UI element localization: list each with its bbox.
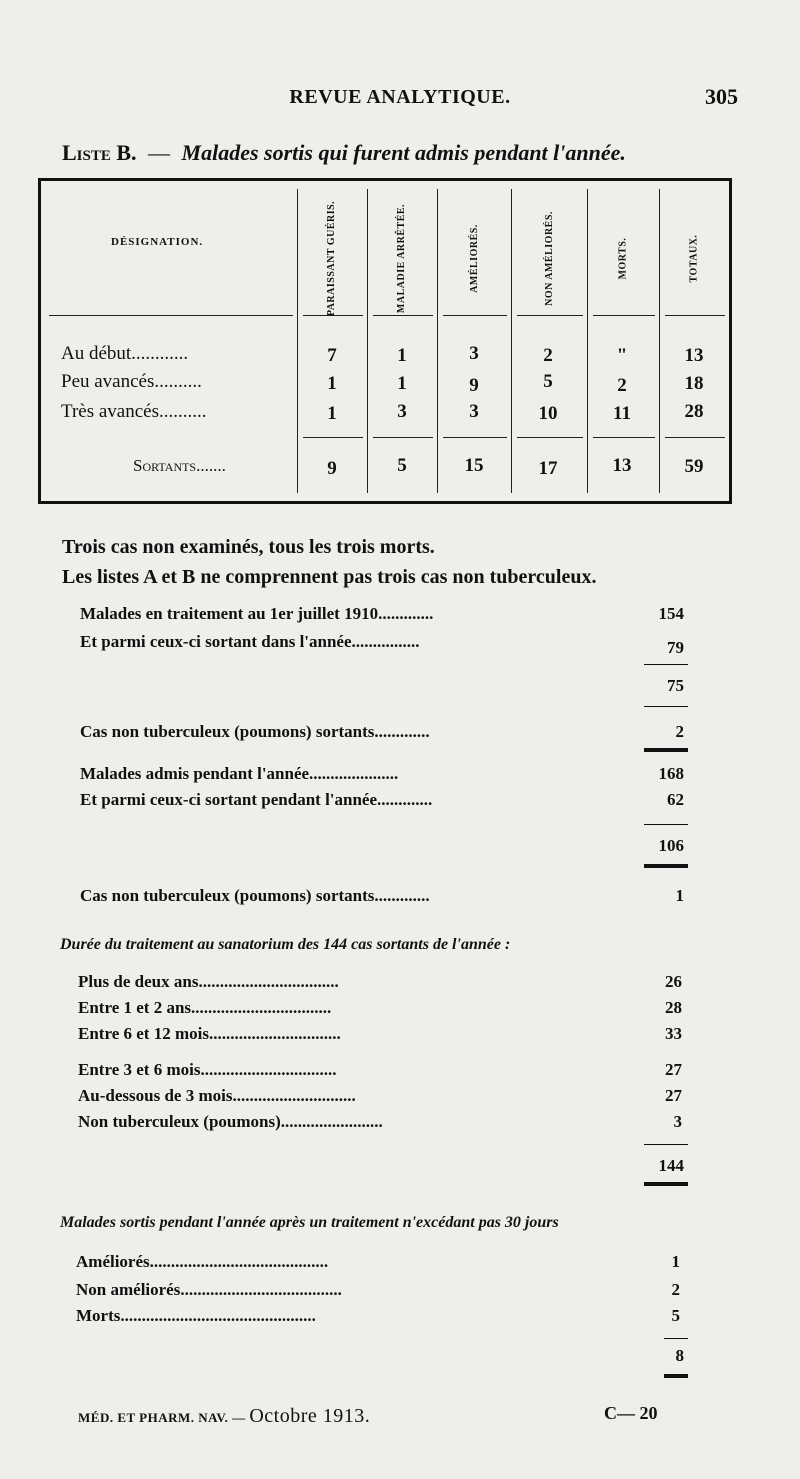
tally-value: 1 (675, 886, 684, 905)
duration-heading: Durée du traitement au sanatorium des 144 cas sortants de l'année : (60, 936, 511, 953)
column-divider (587, 189, 588, 493)
column-divider (437, 189, 438, 493)
column-header: PARAISSANT GUÉRIS. (326, 200, 338, 316)
list-label: Liste B. (62, 140, 137, 165)
duration-value: 3 (673, 1112, 682, 1131)
table-cell: 13 (684, 345, 704, 366)
short-treatment-value: 1 (671, 1252, 680, 1271)
list-caption: Malades sortis qui furent admis pendant l'année. (181, 140, 626, 165)
total-rule (373, 437, 433, 438)
column-header: AMÉLIORÉS. (468, 223, 480, 293)
sum-rule (644, 664, 688, 665)
tally-value: 75 (667, 676, 684, 695)
duration-value: 26 (665, 972, 682, 991)
duration-value: 28 (665, 998, 682, 1017)
header-rule (443, 315, 507, 316)
tally-value: 106 (658, 836, 684, 855)
total-rule (593, 437, 655, 438)
duration-line: Entre 1 et 2 ans................................. 28 (78, 998, 682, 1017)
table-cell: 18 (684, 373, 704, 394)
tally-value: 2 (675, 722, 684, 741)
tally-line: Cas non tuberculeux (poumons) sortants............. 2 (80, 722, 684, 741)
footer-signature: C— 20 (604, 1403, 658, 1423)
footer-date: Octobre 1913. (249, 1405, 371, 1427)
note-line: Les listes A et B ne comprennent pas trois cas non tuberculeux. (62, 566, 597, 588)
tally-line: Et parmi ceux-ci sortant pendant l'année............. 62 (80, 790, 684, 809)
duration-value: 27 (665, 1086, 682, 1105)
short-treatment-total: 8 (675, 1346, 684, 1365)
column-divider (659, 189, 660, 493)
tally-value: 62 (667, 790, 684, 809)
duration-line: Entre 6 et 12 mois............................... 33 (78, 1024, 682, 1043)
total-rule (517, 437, 583, 438)
table-cell: 3 (469, 343, 479, 364)
sum-rule (644, 706, 688, 707)
duration-line: Entre 3 et 6 mois................................ 27 (78, 1060, 682, 1079)
table-cell: 28 (684, 401, 704, 422)
totals-cell: 13 (612, 455, 632, 476)
totals-cell: 5 (397, 455, 407, 476)
table-cell: 10 (538, 403, 558, 424)
table-cell: 3 (397, 401, 407, 422)
tally-line (80, 676, 684, 696)
totals-cell: 15 (464, 455, 484, 476)
total-rule (665, 437, 725, 438)
column-divider (367, 189, 368, 493)
short-treatment-line: Non améliorés...................................... 2 (76, 1280, 680, 1299)
short-treatment-line: Améliorés.......................................... 1 (76, 1252, 680, 1271)
running-header: REVUE ANALYTIQUE. (289, 86, 511, 108)
short-treatment-heading: Malades sortis pendant l'année après un traitement n'excédant pas 30 jours (60, 1214, 559, 1231)
column-header: MALADIE ARRÊTÉE. (396, 203, 408, 313)
tally-line: Cas non tuberculeux (poumons) sortants............. 1 (80, 886, 684, 905)
sum-rule (644, 1182, 688, 1186)
header-rule (593, 315, 655, 316)
header-rule (665, 315, 725, 316)
tally-line: Malades admis pendant l'année..................... 168 (80, 764, 684, 783)
note-line: Trois cas non examinés, tous les trois morts. (62, 536, 435, 558)
duration-line: Au-dessous de 3 mois............................. 27 (78, 1086, 682, 1105)
table-cell: 1 (397, 345, 407, 366)
short-treatment-value: 2 (671, 1280, 680, 1299)
tally-line (80, 836, 684, 856)
duration-value: 33 (665, 1024, 682, 1043)
list-title-dash: — (148, 140, 171, 165)
table-cell: 1 (327, 403, 337, 424)
column-divider (297, 189, 298, 493)
totals-cell: 9 (327, 458, 337, 479)
sum-rule (644, 864, 688, 868)
sum-rule (644, 824, 688, 825)
totals-label: Sortants....... (133, 456, 226, 475)
total-rule (303, 437, 363, 438)
header-rule (517, 315, 583, 316)
table-cell: " (616, 345, 628, 366)
statistics-table (38, 178, 732, 504)
header-rule (373, 315, 433, 316)
tally-value: 154 (658, 604, 684, 623)
short-treatment-value: 5 (671, 1306, 680, 1325)
sum-rule (644, 1144, 688, 1145)
duration-line: Plus de deux ans................................. 26 (78, 972, 682, 991)
tally-value: 168 (658, 764, 684, 783)
table-cell: 5 (543, 371, 553, 392)
column-header: TOTAUX. (688, 234, 700, 282)
table-cell: 1 (397, 373, 407, 394)
tally-line: Et parmi ceux-ci sortant dans l'année................ 79 (80, 632, 684, 657)
column-header: NON AMÉLIORÉS. (543, 210, 555, 306)
row-label: Au début............ (61, 343, 189, 364)
table-cell: 2 (543, 345, 553, 366)
sum-rule (664, 1374, 688, 1378)
sum-rule (664, 1338, 688, 1339)
row-label: Très avancés.......... (61, 401, 207, 422)
column-header: MORTS. (617, 237, 629, 279)
header-rule (49, 315, 293, 316)
page-number: 305 (705, 84, 738, 109)
tally-value: 79 (667, 638, 684, 657)
footer-journal: MÉD. ET PHARM. NAV. — Octobre 1913. (78, 1405, 371, 1427)
totals-cell: 17 (538, 458, 558, 479)
short-treatment-line: Morts.............................................. 5 (76, 1306, 680, 1325)
duration-total: 144 (658, 1156, 684, 1175)
list-title (62, 140, 626, 166)
designation-header: DÉSIGNATION. (111, 236, 204, 248)
duration-line: Non tuberculeux (poumons)........................ 3 (78, 1112, 682, 1131)
row-label: Peu avancés.......... (61, 371, 202, 392)
table-cell: 11 (613, 403, 631, 424)
total-rule (443, 437, 507, 438)
table-cell: 9 (469, 375, 479, 396)
sum-rule (644, 748, 688, 752)
table-cell: 1 (327, 373, 337, 394)
totals-cell: 59 (684, 456, 704, 477)
column-divider (511, 189, 512, 493)
table-cell: 2 (617, 375, 627, 396)
duration-value: 27 (665, 1060, 682, 1079)
table-cell: 3 (469, 401, 479, 422)
table-cell: 7 (327, 345, 337, 366)
tally-line: Malades en traitement au 1er juillet 1910............. 154 (80, 604, 684, 623)
